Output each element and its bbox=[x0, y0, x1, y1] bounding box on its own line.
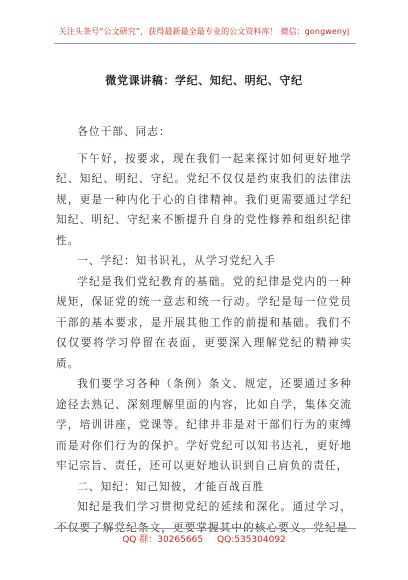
document-body bbox=[56, 122, 352, 538]
footer-qq-number: QQ:535304092 bbox=[217, 535, 286, 545]
footer-qq-group: QQ 群：30265665 bbox=[122, 535, 204, 545]
paragraph: 学纪是我们党纪教育的基础。党的纪律是党内的一种规矩，保证党的统一意志和统一行动。学纪是每一位党员干部的基本要求，是开展其他工作的前提和基础。我们不仅仅要将学习停留在表面，更要深入理解党纪的精神实质。 bbox=[56, 275, 352, 370]
header-divider bbox=[54, 43, 356, 44]
section-heading-2: 二、知纪：知己知彼，才能百战百胜 bbox=[77, 480, 265, 493]
header-banner: 关注头条号“公文研究”，获得最新最全最专业的公文资料库！ 微信：gongwenyj bbox=[58, 27, 350, 36]
salutation: 各位干部、同志： bbox=[77, 126, 171, 138]
document-title: 微党课讲稿：学纪、知纪、明纪、守纪 bbox=[105, 74, 303, 87]
paragraph: 知纪是我们学习贯彻党纪的延续和深化。通过学习，不仅要了解党纪条文，更要掌握其中的核心要义。党纪是 bbox=[56, 501, 352, 534]
footer-divider bbox=[54, 528, 356, 529]
section-heading-1: 一、学纪：知书识礼，从学习党纪入手 bbox=[77, 255, 276, 267]
paragraph: 我们要学习各种（条例）条文、规定，还要通过多种途径去熟记、深刻理解里面的内容，比如自学，集体交流学，培训讲座，党课等。纪律并非是对干部们行为的束缚而是对你们行为的保护。学好党纪可以知书达礼，更好地牢记宗旨、责任，还可以更好地认识到自己肩负的责任， bbox=[56, 378, 352, 472]
paragraph-intro: 下午好，按要求，现在我们一起来探讨如何更好地学纪、知纪、明纪、守纪。党纪不仅仅是约束我们的法律法规，更是一种内化于心的自律精神。我们更需要通过学纪知纪、明纪、守纪来不断提升自身的党性修养和组织纪律性。 bbox=[56, 152, 352, 247]
footer bbox=[0, 532, 408, 545]
